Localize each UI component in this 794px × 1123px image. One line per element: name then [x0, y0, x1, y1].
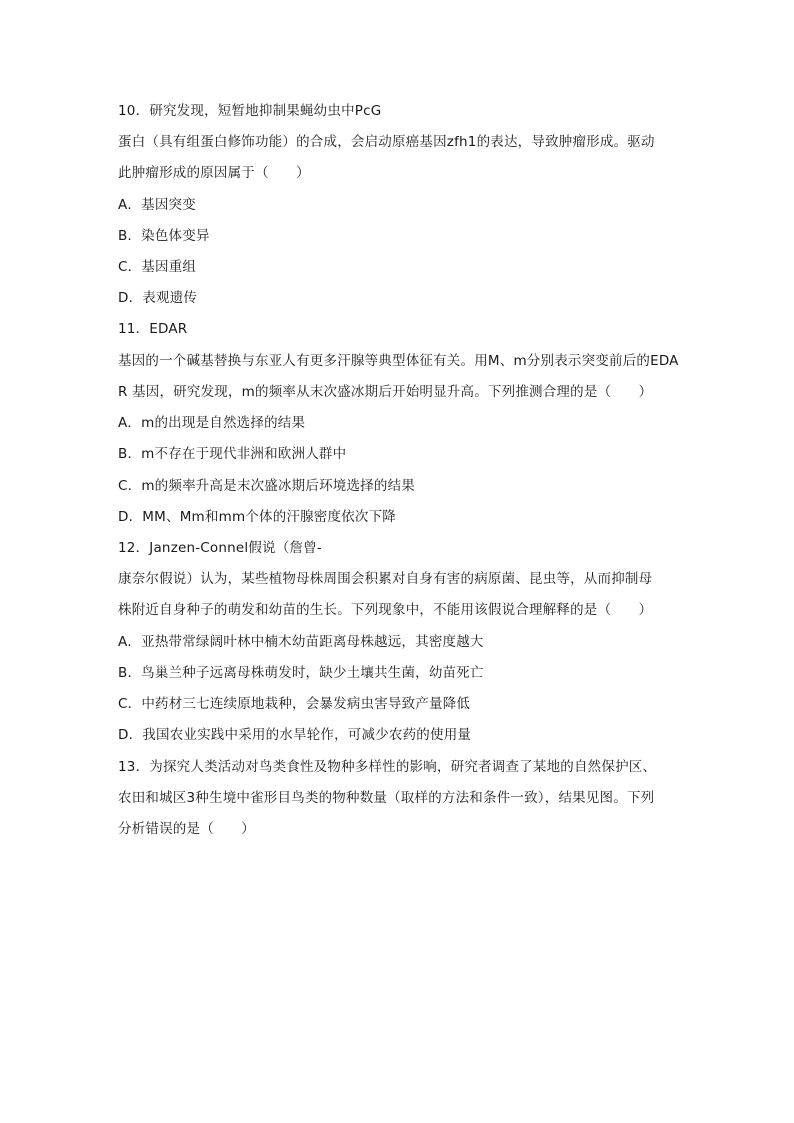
question-10-stem-line-3: 此肿瘤形成的原因属于（ ）	[118, 165, 310, 181]
question-11-option-c: C．m的频率升高是末次盛冰期后环境选择的结果	[118, 478, 415, 494]
question-13-stem-line-1: 13．为探究人类活动对鸟类食性及物种多样性的影响，研究者调查了某地的自然保护区、	[118, 759, 657, 775]
question-10-option-d: D．表观遗传	[118, 290, 198, 306]
question-11-option-d: D．MM、Mm和mm个体的汗腺密度依次下降	[118, 509, 396, 525]
question-12-option-b: B．鸟巢兰种子远离母株萌发时，缺少土壤共生菌，幼苗死亡	[118, 665, 484, 681]
question-13-stem-line-2: 农田和城区3种生境中雀形目鸟类的物种数量（取样的方法和条件一致），结果见图。下列	[118, 790, 655, 806]
question-12-option-a: A．亚热带常绿阔叶林中楠木幼苗距离母株越远，其密度越大	[118, 634, 484, 650]
question-12-stem-line-3: 株附近自身种子的萌发和幼苗的生长。下列现象中，不能用该假说合理解释的是（ ）	[118, 602, 653, 618]
question-11-option-a: A．m的出现是自然选择的结果	[118, 415, 306, 431]
question-12-option-c: C．中药材三七连续原地栽种，会暴发病虫害导致产量降低	[118, 696, 471, 712]
question-11-stem-line-3: R 基因，研究发现，m的频率从末次盛冰期后开始明显升高。下列推测合理的是（ ）	[118, 384, 653, 400]
question-10-option-c: C．基因重组	[118, 259, 197, 275]
question-12-option-d: D．我国农业实践中采用的水旱轮作，可减少农药的使用量	[118, 727, 472, 743]
question-13-stem-line-3: 分析错误的是（ ）	[118, 821, 255, 837]
question-10-stem-line-2: 蛋白（具有组蛋白修饰功能）的合成，会启动原癌基因zfh1的表达，导致肿瘤形成。驱动	[118, 134, 655, 150]
question-10-option-a: A．基因突变	[118, 197, 196, 213]
question-10-option-b: B．染色体变异	[118, 228, 210, 244]
question-11-option-b: B．m不存在于现代非洲和欧洲人群中	[118, 446, 347, 462]
question-12-stem-line-2: 康奈尔假说）认为，某些植物母株周围会积累对自身有害的病原菌、昆虫等，从而抑制母	[118, 571, 653, 587]
question-12-stem-line-1: 12．Janzen-Connel假说（詹曾-	[118, 540, 322, 556]
question-11-stem-line-1: 11．EDAR	[118, 321, 188, 337]
question-10-stem-line-1: 10．研究发现，短暂地抑制果蝇幼虫中PcG	[118, 103, 382, 119]
question-11-stem-line-2: 基因的一个碱基替换与东亚人有更多汗腺等典型体征有关。用M、m分别表示突变前后的EDA	[118, 353, 679, 369]
